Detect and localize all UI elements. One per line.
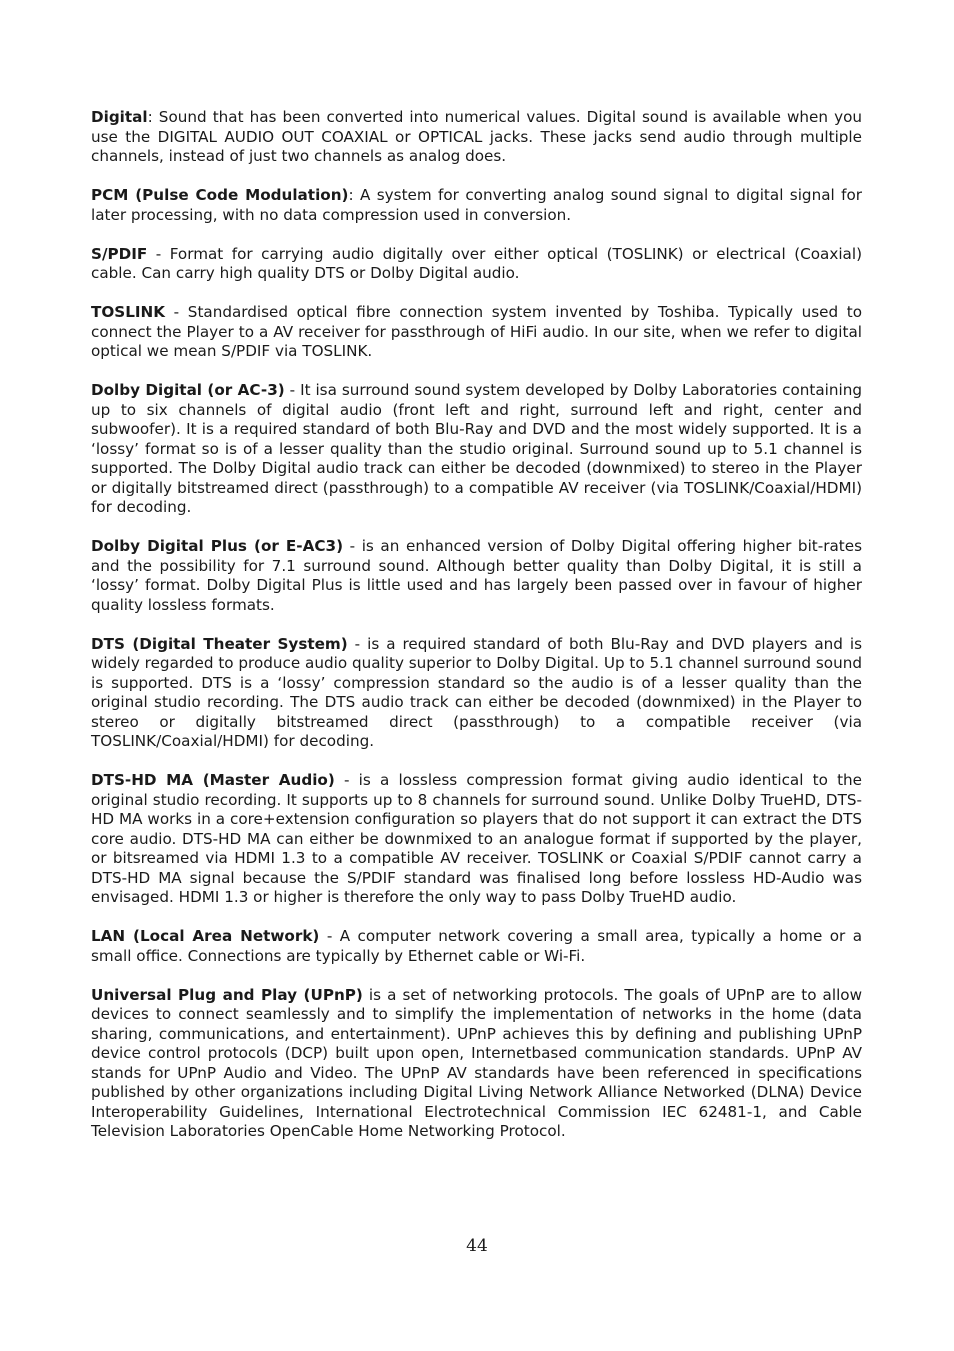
definition-dolby-digital-plus: - is an enhanced version of Dolby Digital offering higher bit-rates and the possibility for 7.1 surround sound. Although better quality than Dolby Digital, it is still a ‘lossy’ format. Dolby Digital Plus is little used and has largely been passed over in favour of higher quality lossless formats. xyxy=(91,537,862,614)
term-dts-hd-ma: DTS-HD MA (Master Audio) xyxy=(91,771,335,789)
glossary-entry-pcm xyxy=(91,186,862,225)
term-lan: LAN (Local Area Network) xyxy=(91,927,320,945)
glossary-entry-dolby-digital-plus xyxy=(91,537,862,615)
definition-dolby-digital: - It isa surround sound system developed by Dolby Laboratories containing up to six channels of digital audio (front left and right, surround left and right, center and subwoofer). It is a required standard of both Blu-Ray and DVD and the most widely supported. It is a ‘lossy’ format so is of a lesser quality than the studio original. Surround sound up to 5.1 channel is supported. The Dolby Digital audio track can either be decoded (downmixed) to stereo in the Player or digitally bitstreamed direct (passthrough) to a compatible AV receiver (via TOSLINK/Coaxial/HDMI) for decoding. xyxy=(91,381,862,516)
glossary-entry-dts-hd-ma xyxy=(91,771,862,908)
glossary-entry-dolby-digital xyxy=(91,381,862,518)
definition-dts-hd-ma: - is a lossless compression format giving audio identical to the original studio recording. It supports up to 8 channels for surround sound. Unlike Dolby TrueHD, DTS-HD MA works in a core+extension configuration so players that do not support it can extract the DTS core audio. DTS-HD MA can either be downmixed to an analogue format if supported by the player, or bitsreamed via HDMI 1.3 to a compatible AV receiver. TOSLINK or Coaxial S/PDIF cannot carry a DTS-HD MA signal because the S/PDIF standard was finalised long before lossless HD-Audio was envisaged. HDMI 1.3 or higher is therefore the only way to pass Dolby TrueHD audio. xyxy=(91,771,863,906)
glossary-entry-digital xyxy=(91,108,862,167)
glossary-entry-spdif xyxy=(91,245,862,284)
glossary-entry-toslink xyxy=(91,303,862,362)
term-upnp: Universal Plug and Play (UPnP) xyxy=(91,985,363,1004)
term-digital: Digital xyxy=(91,108,148,126)
glossary-entry-lan xyxy=(91,927,862,966)
term-dolby-digital: Dolby Digital (or AC-3) xyxy=(91,381,285,399)
page-number: 44 xyxy=(466,1236,488,1256)
term-pcm: PCM (Pulse Code Modulation) xyxy=(91,186,349,204)
glossary-body xyxy=(91,108,862,1161)
definition-dts: - is a required standard of both Blu-Ray and DVD players and is widely regarded to produce audio quality superior to Dolby Digital. Up to 5.1 channel surround sound is supported. DTS is a ‘lossy’ compression standard so the audio is of a lesser quality than the original studio recording. The DTS audio track can either be decoded (downmixed) in the Player to stereo or digitally bitstreamed direct (passthrough) to a compatible receiver (via TOSLINK/Coaxial/HDMI) for decoding. xyxy=(91,634,862,750)
definition-lan: - A computer network covering a small area, typically a home or a small office. Connections are typically by Ethernet cable or Wi-Fi. xyxy=(91,927,863,965)
glossary-entry-dts xyxy=(91,635,862,752)
definition-digital: : Sound that has been converted into numerical values. Digital sound is available when you use the DIGITAL AUDIO OUT COAXIAL or OPTICAL jacks. These jacks send audio through multiple channels, instead of just two channels as analog does. xyxy=(91,108,862,165)
term-toslink: TOSLINK xyxy=(91,303,166,321)
definition-toslink: - Standardised optical fibre connection system invented by Toshiba. Typically used to connect the Player to a AV receiver for passthrough of HiFi audio. In our site, when we refer to digital optical we mean S/PDIF via TOSLINK. xyxy=(91,303,862,360)
glossary-entry-upnp xyxy=(91,986,862,1142)
definition-pcm: : A system for converting analog sound signal to digital signal for later processing, with no data compression used in conversion. xyxy=(91,186,862,224)
term-dolby-digital-plus: Dolby Digital Plus (or E-AC3) xyxy=(91,537,344,555)
definition-spdif: - Format for carrying audio digitally over either optical (TOSLINK) or electrical (Coaxial) cable. Can carry high quality DTS or Dolby Digital audio. xyxy=(91,244,862,282)
term-spdif: S/PDIF xyxy=(91,244,148,263)
definition-upnp: is a set of networking protocols. The goals of UPnP are to allow devices to connect seamlessly and to simplify the implementation of networks in the home (data sharing, communications, and entertainment). UPnP achieves this by defining and publishing UPnP device control protocols (DCP) built upon open, Internetbased communication standards. UPnP AV stands for UPnP Audio and Video. The UPnP AV standards have been referenced in specifications published by other organizations including Digital Living Network Alliance Networked (DLNA) Device Interoperability Guidelines, International Electrotechnical Commission IEC 62481-1, and Cable Television Laboratories OpenCable Home Networking Protocol. xyxy=(91,985,863,1140)
term-dts: DTS (Digital Theater System) xyxy=(91,634,348,653)
